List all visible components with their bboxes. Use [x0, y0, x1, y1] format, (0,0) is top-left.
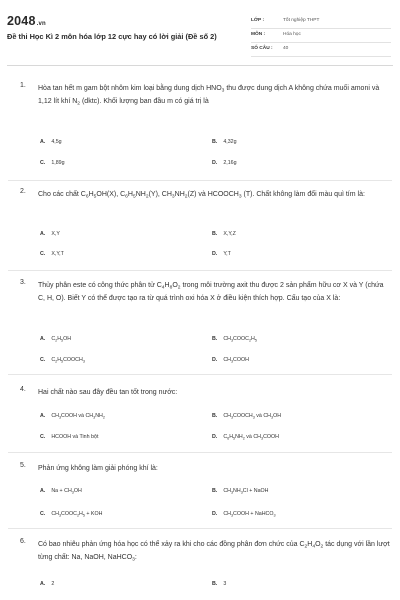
question-divider — [8, 270, 392, 271]
option-text: X,Y,Z — [223, 231, 236, 237]
option-c[interactable] — [40, 434, 98, 440]
meta-value-class: Tốt nghiệp THPT — [283, 18, 320, 23]
option-text: $C_2H_5COOCH_3$ — [51, 357, 85, 364]
option-d[interactable] — [212, 357, 249, 363]
option-a[interactable] — [40, 581, 54, 587]
meta-row-subject — [251, 32, 391, 43]
option-text: X,Y,T — [51, 251, 64, 257]
option-b[interactable] — [212, 231, 236, 237]
meta-value-question-count: 40 — [283, 46, 289, 51]
option-letter: C. — [40, 434, 46, 440]
question-divider — [8, 374, 392, 375]
option-letter: A. — [40, 581, 46, 587]
option-a[interactable] — [40, 231, 60, 237]
question-divider — [8, 452, 392, 453]
option-b[interactable] — [212, 336, 257, 342]
question-number: 2. — [20, 188, 26, 195]
option-text: 2,16g — [223, 160, 237, 166]
option-text: $C_6H_5NH_2$ và $CH_3COOH$ — [223, 434, 279, 441]
option-d[interactable] — [212, 251, 231, 257]
option-letter: D. — [212, 251, 218, 257]
option-text: HCOOH và Tinh bột — [51, 434, 99, 440]
option-b[interactable] — [212, 581, 226, 587]
option-text: 4,32g — [223, 139, 237, 145]
option-a[interactable] — [40, 336, 71, 342]
option-b[interactable] — [212, 139, 237, 145]
option-letter: D. — [212, 511, 218, 517]
question-number: 4. — [20, 386, 26, 393]
option-letter: B. — [212, 581, 218, 587]
option-text: 4,5g — [51, 139, 62, 145]
question-number: 1. — [20, 82, 26, 89]
question-text: Hòa tan hết m gam bột nhôm kim loại bằng dung dịch $HNO_3$ thu được dung dịch A không chứa muối amoni và 1,12 lít khí $N_2$ (dktc). Khối lượng ban đầu m có giá trị là — [38, 85, 380, 107]
question-number: 5. — [20, 462, 26, 469]
option-letter: B. — [212, 231, 218, 237]
option-c[interactable] — [40, 357, 85, 363]
option-text: $CH_3COOC_2H_5$ — [223, 336, 257, 343]
option-text: $CH_3NH_3Cl$ + NaOH — [223, 488, 269, 495]
option-letter: C. — [40, 251, 46, 257]
logo-suffix: .vn — [36, 21, 46, 27]
option-letter: C. — [40, 511, 46, 517]
option-letter: A. — [40, 231, 46, 237]
option-text: 1,89g — [51, 160, 65, 166]
option-letter: A. — [40, 488, 46, 494]
question-number: 3. — [20, 279, 26, 286]
option-letter: B. — [212, 139, 218, 145]
page-title: Đề thi Học Kì 2 môn hóa lớp 12 cực hay có lời giải (Đề số 2) — [7, 32, 217, 41]
option-letter: D. — [212, 434, 218, 440]
meta-label-question-count: SỐ CÂU : — [251, 46, 273, 51]
question-text: Hai chất nào sau đây đều tan tốt trong nước: — [38, 389, 178, 396]
question-divider — [8, 180, 392, 181]
option-c[interactable] — [40, 251, 64, 257]
question-text: Cho các chất $C_6H_5OH(X)$, $C_6H_5NH_2(Y)$, $CH_3NH_2(Z)$ và $HCOOCH_3$ (T). Chất không làm đổi màu quì tím là: — [38, 191, 365, 200]
option-d[interactable] — [212, 160, 237, 166]
option-letter: C. — [40, 357, 46, 363]
option-text: $CH_3COOH$ + NaHCO$_3$ — [223, 511, 276, 518]
option-text: $Na + CH_3OH$ — [51, 488, 82, 495]
question-text: Thủy phân este có công thức phân tử $C_4H_8O_2$ trong môi trường axit thu được 2 sản phẩm hữu cơ X và Y (chứa C, H, O). Biết Y có thể được tạo ra từ quá trình oxi hóa X ở điều kiện thích hợp. Cấu tạo của X là: — [38, 282, 384, 302]
option-b[interactable] — [212, 488, 269, 494]
option-a[interactable] — [40, 413, 105, 419]
option-a[interactable] — [40, 139, 62, 145]
option-letter: A. — [40, 139, 46, 145]
option-letter: B. — [212, 336, 218, 342]
option-b[interactable] — [212, 413, 281, 419]
question-text: Có bao nhiêu phản ứng hóa học có thể xảy ra khi cho các đồng phân đơn chức của $C_2H_4O_2$ tác dụng với lần lượt từng chất: Na, NaOH, NaHCO$_3$: — [38, 541, 390, 563]
option-c[interactable] — [40, 160, 65, 166]
option-letter: B. — [212, 413, 218, 419]
option-text: Y,T — [223, 251, 231, 257]
option-letter: A. — [40, 336, 46, 342]
option-letter: D. — [212, 357, 218, 363]
question-number: 6. — [20, 538, 26, 545]
option-text: X,Y — [51, 231, 60, 237]
question-divider — [8, 528, 392, 529]
option-letter: A. — [40, 413, 46, 419]
option-letter: B. — [212, 488, 218, 494]
option-letter: C. — [40, 160, 46, 166]
option-text: $CH_3COOC_2H_5$ + KOH — [51, 511, 103, 518]
meta-row-question-count — [251, 46, 391, 57]
exam-meta — [251, 18, 391, 60]
meta-label-class: LỚP : — [251, 18, 265, 23]
option-text: 3 — [223, 581, 227, 587]
option-c[interactable] — [40, 511, 102, 517]
option-text: 2 — [51, 581, 55, 587]
site-logo[interactable] — [7, 14, 46, 28]
option-d[interactable] — [212, 511, 276, 517]
option-letter: D. — [212, 160, 218, 166]
option-text: $C_2H_5OH$ — [51, 336, 72, 343]
meta-value-subject: Hóa học — [283, 32, 301, 37]
option-d[interactable] — [212, 434, 279, 440]
option-a[interactable] — [40, 488, 82, 494]
header — [0, 0, 400, 68]
meta-label-subject: MÔN : — [251, 32, 266, 37]
logo-text: 2048 — [7, 14, 36, 28]
question-text: Phản ứng không làm giải phóng khí là: — [38, 465, 158, 472]
option-text: $CH_3COOH$ — [223, 357, 249, 364]
header-divider — [7, 65, 393, 66]
meta-row-class — [251, 18, 391, 29]
option-text: $CH_3COOCH_3$ và $CH_3OH$ — [223, 413, 282, 420]
option-text: $CH_3COOH$ và $CH_3NH_2$ — [51, 413, 105, 420]
